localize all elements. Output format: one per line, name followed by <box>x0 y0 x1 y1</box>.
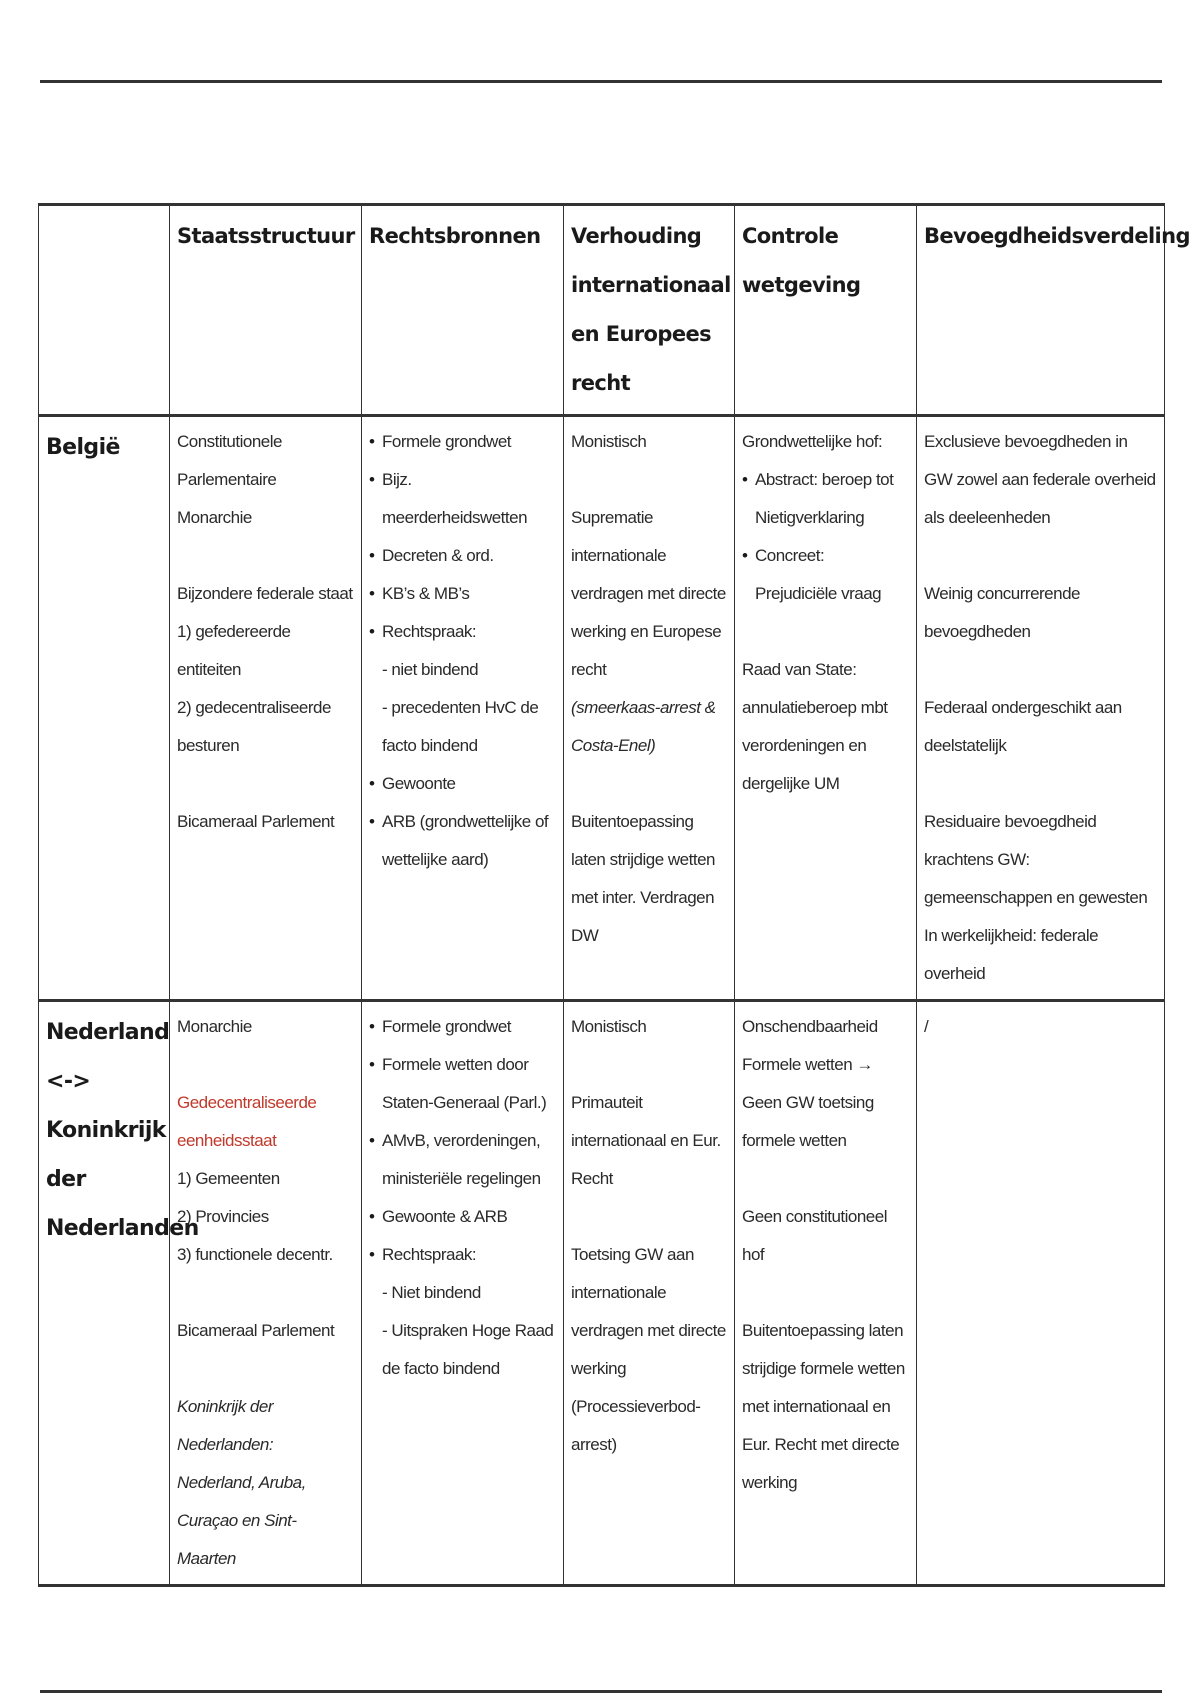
cell-text: Buitentoepassing laten strijdige formele wetten met internationaal en Eur. Recht met directe werking <box>742 1321 905 1492</box>
list-item: • ARB (grondwettelijke of wettelijke aard) <box>369 803 556 879</box>
cell-text: Raad van State: annulatieberoep mbt verordeningen en dergelijke UM <box>742 660 888 793</box>
cell-nederland-rechtsbronnen <box>362 1001 564 1586</box>
cell-text: Weinig concurrerende bevoegdheden <box>924 584 1080 641</box>
bullet-list <box>742 461 909 613</box>
cell-belgie-verhouding <box>564 416 735 1001</box>
table-row-belgie <box>39 416 1165 1001</box>
country-cell-belgie <box>39 416 170 1001</box>
cell-text: Grondwettelijke hof: <box>742 432 883 451</box>
list-item: • Gewoonte <box>369 765 556 803</box>
cell-text: Bijzondere federale staat 1) gefedereerde entiteiten 2) gedecentraliseerde besturen <box>177 584 353 755</box>
cell-text: Primauteit internationaal en Eur. Recht <box>571 1093 721 1188</box>
header-rechtsbronnen <box>362 205 564 416</box>
cell-text: Exclusieve bevoegdheden in GW zowel aan federale overheid als deeleenheden <box>924 432 1156 527</box>
cell-text: Monistisch <box>571 432 647 451</box>
cell-belgie-bevoegdheid <box>917 416 1165 1001</box>
country-label: België <box>46 435 120 460</box>
header-bevoegdheidsverdeling <box>917 205 1190 416</box>
country-label: Nederland <-> Koninkrijk der Nederlanden <box>46 1020 199 1241</box>
cell-text: Suprematie internationale verdragen met directe werking en Europese recht <box>571 508 726 679</box>
cell-nederland-controle <box>735 1001 917 1586</box>
header-label: Rechtsbronnen <box>369 224 541 248</box>
cell-text: / <box>924 1017 929 1036</box>
table-header-row <box>39 205 1165 416</box>
header-controle-wetgeving <box>735 205 917 416</box>
list-item: • Concreet: Prejudiciële vraag <box>742 537 909 613</box>
list-item: • Rechtspraak: - Niet bindend - Uitspraken Hoge Raad de facto bindend <box>369 1236 556 1388</box>
comparison-table <box>38 203 1190 1587</box>
cell-text-highlight: Gedecentraliseerde eenheidsstaat <box>177 1093 317 1150</box>
header-label: Staatsstructuur <box>177 224 355 248</box>
list-item: • Abstract: beroep tot Nietigverklaring <box>742 461 909 537</box>
header-staatsstructuur <box>170 205 362 416</box>
cell-text-italic: (smeerkaas-arrest & Costa-Enel) <box>571 698 716 755</box>
cell-nederland-verhouding <box>564 1001 735 1586</box>
list-item: • Decreten & ord. <box>369 537 556 575</box>
bottom-rule <box>40 1690 1162 1693</box>
list-item: • Rechtspraak: - niet bindend - precedenten HvC de facto bindend <box>369 613 556 765</box>
cell-text: 1) Gemeenten 2) Provincies 3) functionele decentr. <box>177 1169 333 1264</box>
list-item: • Formele grondwet <box>369 423 556 461</box>
cell-nederland-bevoegdheid <box>917 1001 1165 1586</box>
bullet-list <box>369 1008 556 1388</box>
cell-text: Monistisch <box>571 1017 647 1036</box>
cell-text: Buitentoepassing laten strijdige wetten met inter. Verdragen DW <box>571 812 715 945</box>
country-cell-nederland <box>39 1001 199 1586</box>
cell-text: Residuaire bevoegdheid krachtens GW: gemeenschappen en gewesten In werkelijkheid: federale overheid <box>924 812 1148 983</box>
cell-text: Federaal ondergeschikt aan deelstatelijk <box>924 698 1122 755</box>
top-rule <box>40 80 1162 83</box>
cell-text-italic: Koninkrijk der Nederlanden: Nederland, Aruba, Curaçao en Sint-Maarten <box>177 1397 306 1568</box>
cell-text: Toetsing GW aan internationale verdragen met directe werking (Processieverbod-arrest) <box>571 1245 726 1454</box>
cell-text: Monarchie <box>177 1017 252 1036</box>
bullet-list <box>369 423 556 879</box>
cell-text: Bicameraal Parlement <box>177 812 335 831</box>
cell-belgie-staatsstructuur <box>170 416 362 1001</box>
cell-text: Geen constitutioneel hof <box>742 1207 887 1264</box>
cell-text: Bicameraal Parlement <box>177 1321 335 1340</box>
header-verhouding <box>564 205 735 416</box>
list-item: • KB’s & MB’s <box>369 575 556 613</box>
cell-belgie-controle <box>735 416 917 1001</box>
list-item: • Gewoonte & ARB <box>369 1198 556 1236</box>
header-label: Controle wetgeving <box>742 224 861 297</box>
cell-text: Constitutionele Parlementaire Monarchie <box>177 432 282 527</box>
header-label: Bevoegdheidsverdeling <box>924 224 1190 248</box>
list-item: • AMvB, verordeningen, ministeriële regelingen <box>369 1122 556 1198</box>
header-label: Verhouding internationaal en Europees recht <box>571 224 731 395</box>
list-item: • Formele grondwet <box>369 1008 556 1046</box>
table-row-nederland <box>39 1001 1165 1586</box>
list-item: • Formele wetten door Staten-Generaal (Parl.) <box>369 1046 556 1122</box>
cell-nederland-staatsstructuur <box>170 1001 362 1586</box>
header-corner-cell <box>39 205 170 416</box>
cell-belgie-rechtsbronnen <box>362 416 564 1001</box>
cell-text: Onschendbaarheid Formele wetten → Geen GW toetsing formele wetten <box>742 1017 878 1150</box>
list-item: • Bijz. meerderheidswetten <box>369 461 556 537</box>
